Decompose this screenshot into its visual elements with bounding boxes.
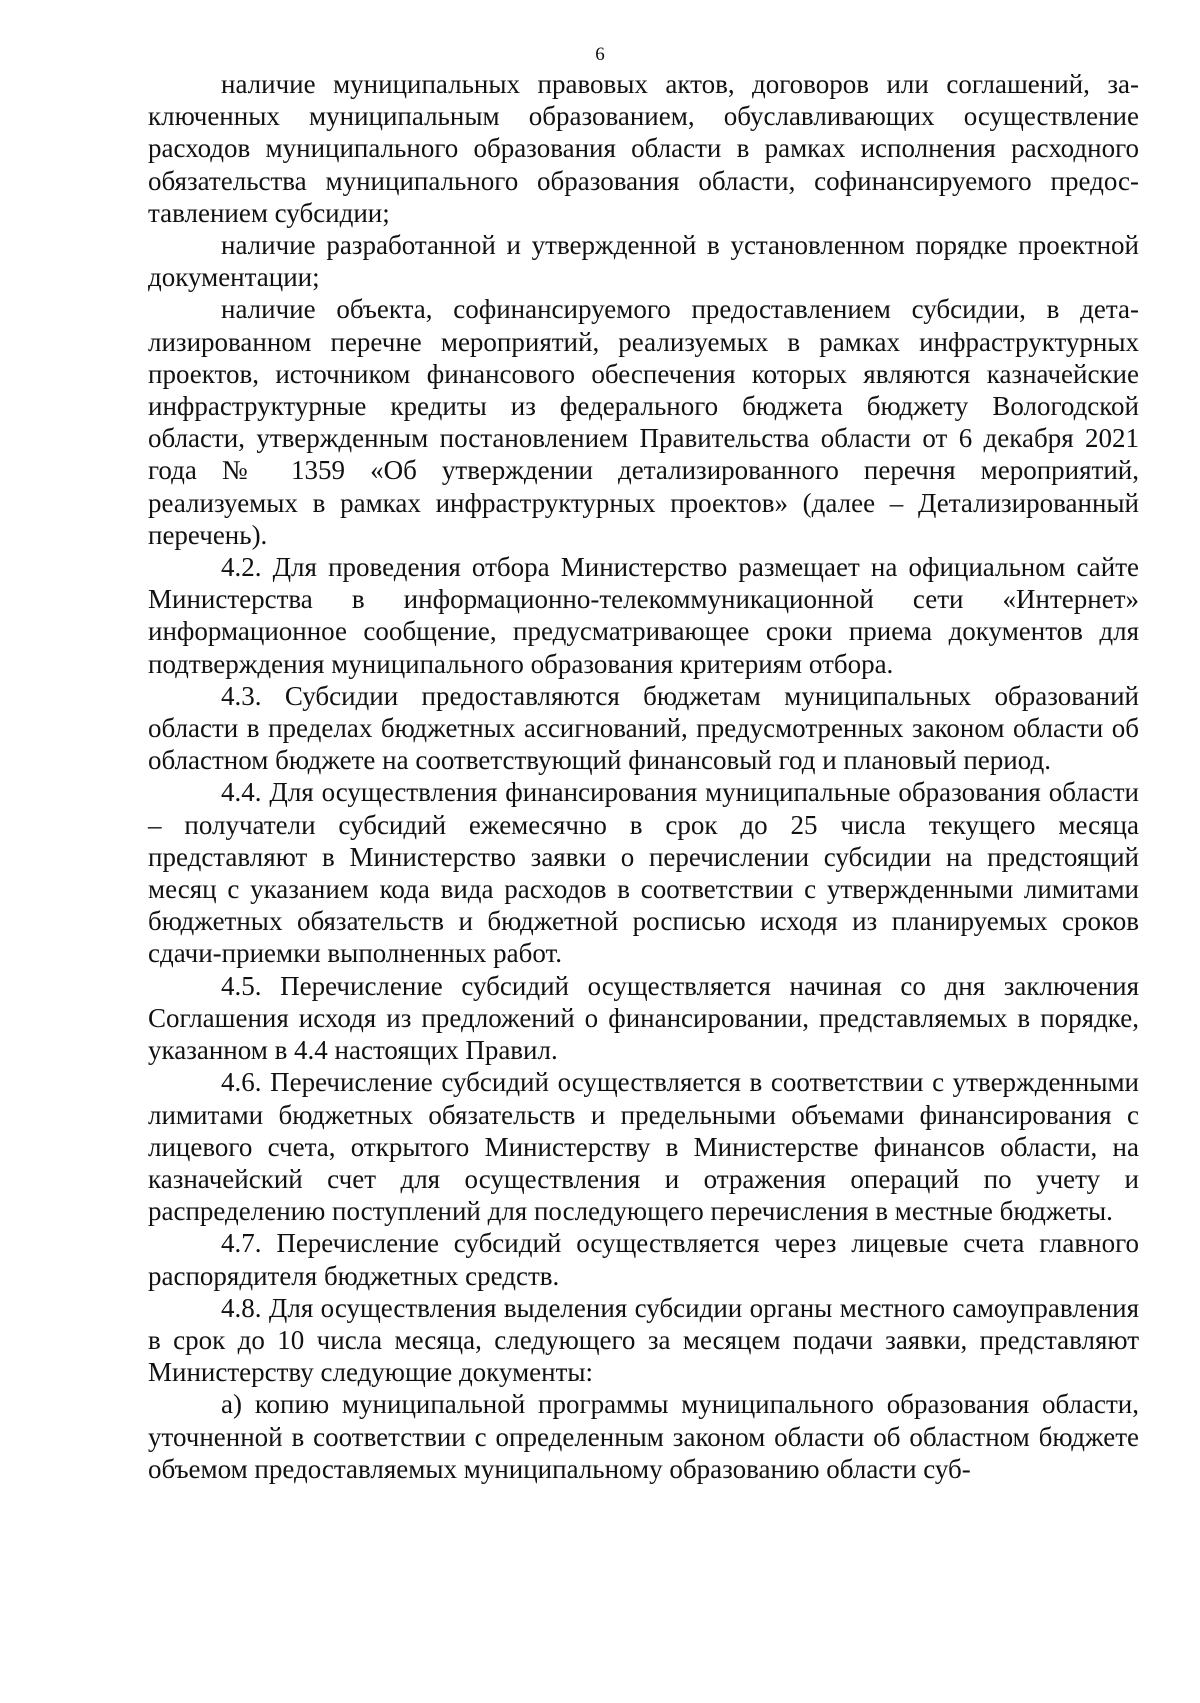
paragraph-legal-acts: наличие муниципальных правовых актов, договоров или соглашений, заключенных муниципальным образованием, обуславливающих осуществление расходов муниципального образования области в рамках исполнения расходного обязательства муниципального образования области, софинансируемого предоставлением субсидии; [148, 69, 1139, 228]
paragraph-project-documentation: наличие разработанной и утвержденной в установленном порядке проектной документации; [148, 230, 1139, 293]
document-body [148, 68, 1139, 1485]
paragraph-4-4: 4.4. Для осуществления финансирования муниципальные образования области – получатели субсидий ежемесячно в срок до 25 числа текущего месяца представляют в Министерство заявки о перечислении субсидии на предстоящий месяц с указанием кода вида расходов в соответствии с утвержденными лимитами бюджетных обязательств и бюджетной росписью исходя из планируемых сроков сдачи-приемки выполненных работ. [148, 777, 1139, 969]
paragraph-4-5: 4.5. Перечисление субсидий осуществляется начиная со дня заключения Соглашения исходя из предложений о финансировании, представляемых в порядке, указанном в 4.4 настоящих Правил. [148, 970, 1139, 1066]
paragraph-4-8: 4.8. Для осуществления выделения субсидии органы местного самоуправления в срок до 10 числа месяца, следующего за месяцем подачи заявки, представляют Министерству следующие документы: [148, 1292, 1139, 1388]
page-number: 6 [595, 44, 605, 65]
paragraph-detailed-list: наличие объекта, софинансируемого предоставлением субсидии, в детализированном перечне мероприятий, реализуемых в рамках инфраструктурных проектов, источником финансового обеспечения которых являются казначейские инфраструктурные кредиты из федерального бюджета бюджету Вологодской области, утвержденным постановлением Правительства области от 6 декабря 2021 года № 1359 «Об утверждении детализированного перечня мероприятий, реализуемых в рамках инфраструктурных проектов» (далее – Детализированный перечень). [148, 294, 1139, 550]
paragraph-4-7: 4.7. Перечисление субсидий осуществляется через лицевые счета главного распорядителя бюджетных средств. [148, 1228, 1139, 1291]
paragraph-4-2: 4.2. Для проведения отбора Министерство размещает на официальном сайте Министерства в информационно-телекоммуникационной сети «Интернет» информационное сообщение, предусматривающее сроки приема документов для подтверждения муниципального образования критериям отбора. [148, 552, 1139, 679]
paragraph-4-3: 4.3. Субсидии предоставляются бюджетам муниципальных образований области в пределах бюджетных ассигнований, предусмотренных законом области об областном бюджете на соответствующий финансовый год и плановый период. [148, 680, 1139, 776]
paragraph-4-8-a: а) копию муниципальной программы муниципального образования области, уточненной в соответствии с определенным законом области об областном бюджете объемом предоставляемых муниципальному образованию области суб- [148, 1389, 1139, 1484]
paragraph-4-6: 4.6. Перечисление субсидий осуществляется в соответствии с утвержденными лимитами бюджетных обязательств и предельными объемами финансирования с лицевого счета, открытого Министерству в Министерстве финансов области, на казначейский счет для осуществления и отражения операций по учету и распределению поступлений для последующего перечисления в местные бюджеты. [148, 1067, 1139, 1227]
